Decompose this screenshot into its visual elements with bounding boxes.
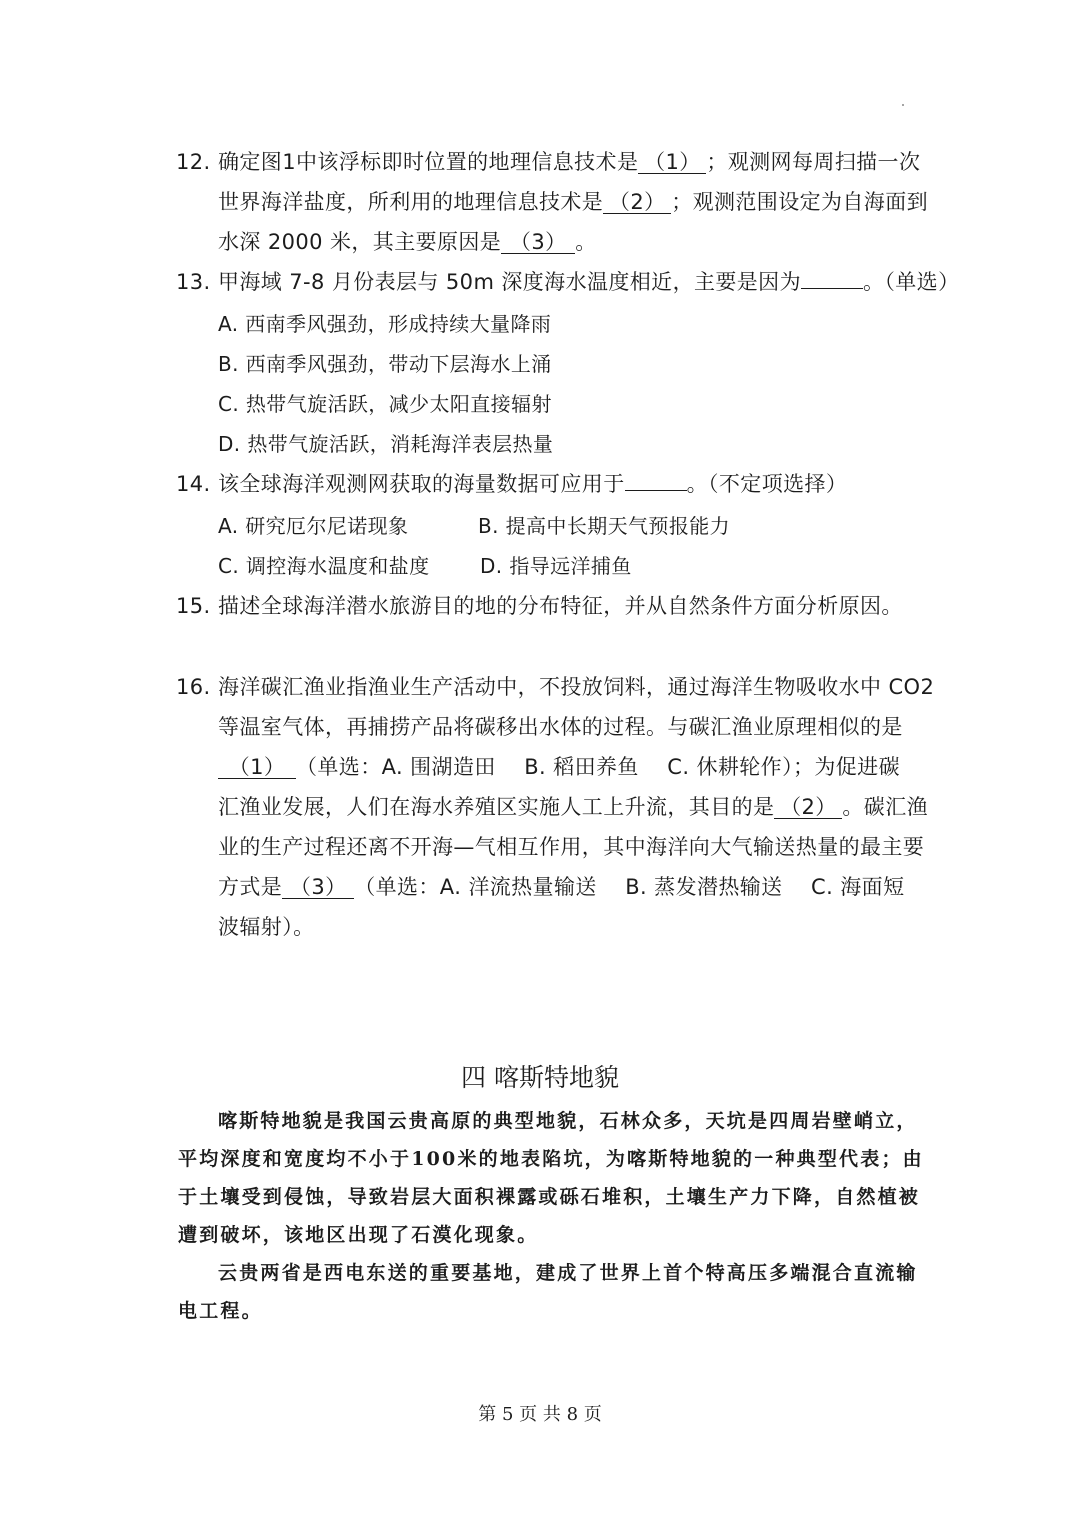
q14-number: 14. xyxy=(176,472,211,496)
q16-line-1 xyxy=(176,671,934,701)
q14-option-a: A. 研究厄尔尼诺现象 xyxy=(218,514,409,538)
page-footer: 第 5 页 共 8 页 xyxy=(478,1404,602,1425)
section-title: 四 喀斯特地貌 xyxy=(461,1063,619,1092)
q16-number: 16. xyxy=(176,675,211,699)
section-p1-line-2: 平均深度和宽度均不小于100米的地表陷坑，为喀斯特地貌的一种典型代表；由 xyxy=(178,1148,924,1170)
q16-line-4 xyxy=(218,791,928,821)
q12-text-1a: 确定图1中该浮标即时位置的地理信息技术是 xyxy=(218,150,639,174)
q13-option-d: D. 热带气旋活跃，消耗海洋表层热量 xyxy=(218,432,554,456)
q16-line-7: 波辐射）。 xyxy=(218,915,315,939)
section-p1-line-1: 喀斯特地貌是我国云贵高原的典型地貌，石林众多，天坑是四周岩壁峭立， xyxy=(218,1110,918,1132)
q12-text-1b: ；观测网每周扫描一次 xyxy=(706,150,921,174)
q16-text-6b: （单选：A. 洋流热量输送 B. 蒸发潜热输送 C. 海面短 xyxy=(354,875,905,899)
q14-answer-blank xyxy=(625,472,687,491)
q13-stem xyxy=(176,266,959,296)
q16-text-4a: 汇渔业发展，人们在海水养殖区实施人工上升流，其目的是 xyxy=(218,795,775,819)
q14-stem-b: 。（不定项选择） xyxy=(686,472,848,496)
q12-text-3a: 水深 2000 米，其主要原因是 xyxy=(218,230,502,254)
q12-text-2b: ；观测范围设定为自海面到 xyxy=(671,190,929,214)
section-p2-line-2: 电工程。 xyxy=(178,1300,263,1322)
q12-line-2 xyxy=(218,186,928,216)
q16-line-6 xyxy=(218,871,904,901)
q13-stem-b: 。（单选） xyxy=(862,270,960,294)
q14-option-c: C. 调控海水温度和盐度 xyxy=(218,554,430,578)
q12-line-1 xyxy=(176,146,920,176)
q16-blank-2: （2） xyxy=(774,796,842,819)
q12-blank-1: （1） xyxy=(638,151,706,174)
q12-text-2a: 世界海洋盐度，所利用的地理信息技术是 xyxy=(218,190,604,214)
q13-answer-blank xyxy=(801,270,863,289)
q12-blank-3: （3） xyxy=(501,231,575,254)
q14-stem-a: 该全球海洋观测网获取的海量数据可应用于 xyxy=(218,472,625,496)
q15-stem xyxy=(176,590,903,620)
scan-speck xyxy=(902,104,904,106)
q16-line-5: 业的生产过程还离不开海—气相互作用，其中海洋向大气输送热量的最主要 xyxy=(218,835,925,859)
q13-number: 13. xyxy=(176,270,211,294)
q16-line-3 xyxy=(218,751,900,781)
q12-blank-2: （2） xyxy=(603,191,671,214)
q14-option-d: D. 指导远洋捕鱼 xyxy=(480,554,632,578)
q16-line-2: 等温室气体，再捕捞产品将碳移出水体的过程。与碳汇渔业原理相似的是 xyxy=(218,715,903,739)
q16-text-6a: 方式是 xyxy=(218,875,283,899)
q12-line-3 xyxy=(218,226,597,256)
q16-text-3: （单选：A. 围湖造田 B. 稻田养鱼 C. 休耕轮作）；为促进碳 xyxy=(296,755,900,779)
q13-option-a: A. 西南季风强劲，形成持续大量降雨 xyxy=(218,312,552,336)
q14-option-b: B. 提高中长期天气预报能力 xyxy=(478,514,731,538)
q13-option-c: C. 热带气旋活跃，减少太阳直接辐射 xyxy=(218,392,552,416)
q16-text-1: 海洋碳汇渔业指渔业生产活动中，不投放饲料，通过海洋生物吸收水中 CO2 xyxy=(218,675,935,699)
q12-text-3b: 。 xyxy=(575,230,597,254)
q16-blank-3: （3） xyxy=(282,876,354,899)
q14-stem xyxy=(176,468,847,498)
section-p1-line-3: 于土壤受到侵蚀，导致岩层大面积裸露或砾石堆积，土壤生产力下降，自然植被 xyxy=(178,1186,921,1208)
q13-stem-a: 甲海域 7-8 月份表层与 50m 深度海水温度相近，主要是因为 xyxy=(218,270,801,294)
q12-number: 12. xyxy=(176,150,211,174)
q15-number: 15. xyxy=(176,594,211,618)
q13-option-b: B. 西南季风强劲，带动下层海水上涌 xyxy=(218,352,552,376)
section-p1-line-4: 遭到破坏，该地区出现了石漠化现象。 xyxy=(178,1224,539,1246)
q16-text-4b: 。碳汇渔 xyxy=(842,795,929,819)
q16-blank-1: （1） xyxy=(218,756,296,779)
q15-text: 描述全球海洋潜水旅游目的地的分布特征，并从自然条件方面分析原因。 xyxy=(218,594,903,618)
section-p2-line-1: 云贵两省是西电东送的重要基地，建成了世界上首个特高压多端混合直流输 xyxy=(218,1262,918,1284)
